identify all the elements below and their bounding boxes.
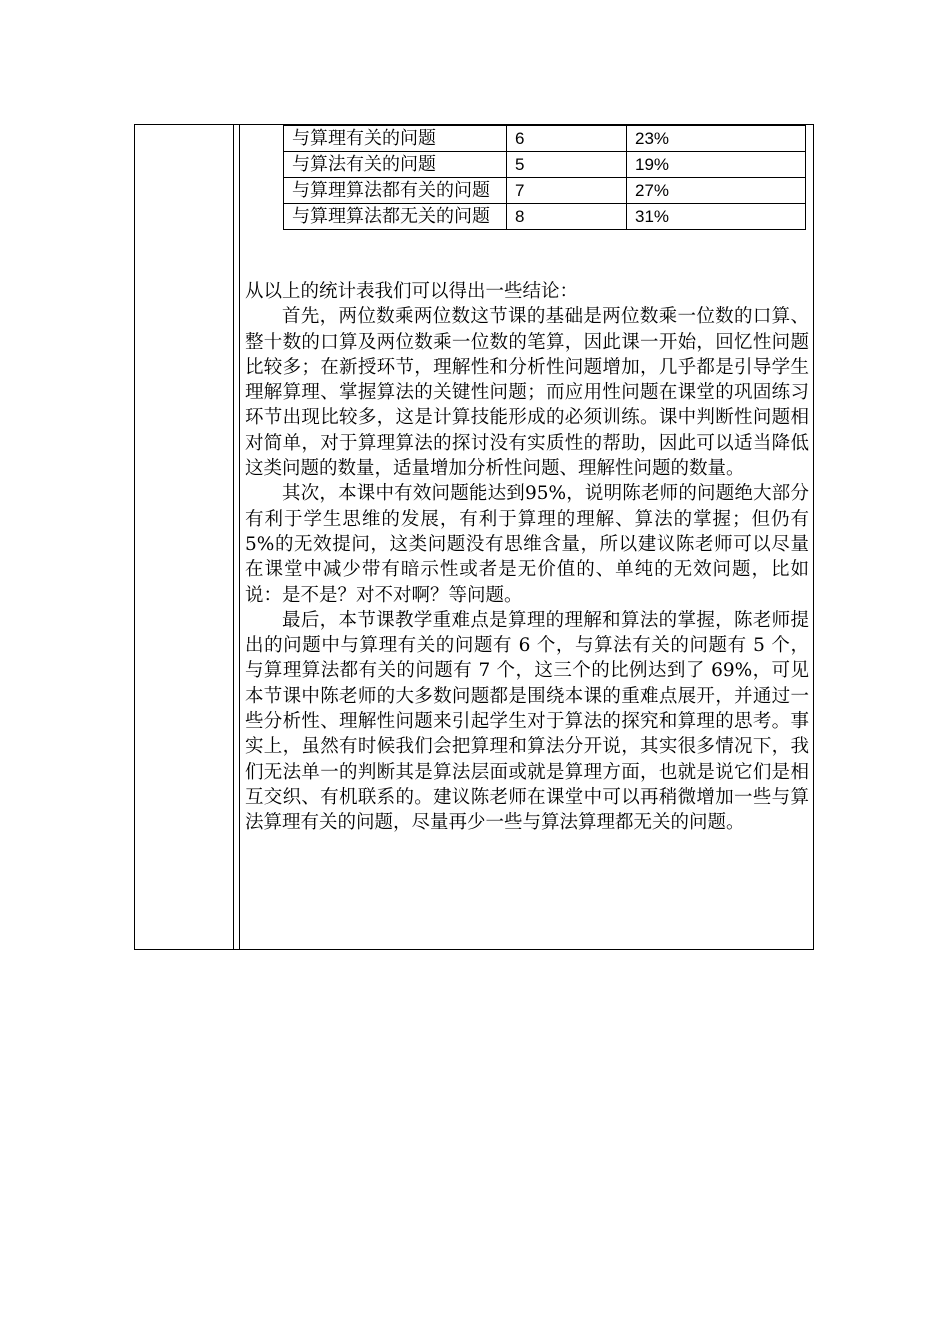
analysis-text — [245, 279, 809, 836]
category-cell: 与算法有关的问题 — [284, 152, 507, 178]
table-row — [284, 204, 806, 230]
category-cell: 与算理算法都有关的问题 — [284, 178, 507, 204]
percent-cell: 23% — [627, 126, 806, 152]
category-cell: 与算理算法都无关的问题 — [284, 204, 507, 230]
intro-paragraph: 从以上的统计表我们可以得出一些结论： — [245, 281, 579, 302]
paragraph-second: 其次，本课中有效问题能达到95%，说明陈老师的问题绝大部分有利于学生思维的发展，有利于算理的理解、算法的掌握；但仍有5%的无效提问，这类问题没有思维含量，所以建议陈老师可以尽量在课堂中减少带有暗示性或者是无价值的、单纯的无效问题，比如说：是不是？对不对啊？等问题。 — [245, 483, 809, 606]
column-divider-1 — [233, 125, 234, 949]
percent-cell: 27% — [627, 178, 806, 204]
category-cell: 与算理有关的问题 — [284, 126, 507, 152]
statistics-table — [283, 125, 806, 230]
column-divider-2 — [239, 125, 240, 949]
table-row — [284, 152, 806, 178]
percent-cell: 19% — [627, 152, 806, 178]
outer-table-frame — [134, 124, 814, 950]
table-row — [284, 126, 806, 152]
percent-cell: 31% — [627, 204, 806, 230]
paragraph-last: 最后，本节课教学重难点是算理的理解和算法的掌握，陈老师提出的问题中与算理有关的问题有 6 个，与算法有关的问题有 5 个，与算理算法都有关的问题有 7 个，这三个的比例达到了 69%，可见本节课中陈老师的大多数问题都是围绕本课的重难点展开，并通过一些分析性、理解性问题来引起学生对于算法的探究和算理的思考。事实上，虽然有时候我们会把算理和算法分开说，其实很多情况下，我们无法单一的判断其是算法层面或就是算理方面，也就是说它们是相互交织、有机联系的。建议陈老师在课堂中可以再稍微增加一些与算法算理有关的问题，尽量再少一些与算法算理都无关的问题。 — [245, 609, 809, 834]
paragraph-first: 首先，两位数乘两位数这节课的基础是两位数乘一位数的口算、整十数的口算及两位数乘一位数的笔算，因此课一开始，回忆性问题比较多；在新授环节，理解性和分析性问题增加，几乎都是引导学生理解算理、掌握算法的关键性问题；而应用性问题在课堂的巩固练习环节出现比较多，这是计算技能形成的必须训练。课中判断性问题相对简单，对于算理算法的探讨没有实质性的帮助，因此可以适当降低这类问题的数量，适量增加分析性问题、理解性问题的数量。 — [245, 306, 809, 480]
count-cell: 8 — [507, 204, 627, 230]
table-row — [284, 178, 806, 204]
count-cell: 5 — [507, 152, 627, 178]
count-cell: 6 — [507, 126, 627, 152]
count-cell: 7 — [507, 178, 627, 204]
